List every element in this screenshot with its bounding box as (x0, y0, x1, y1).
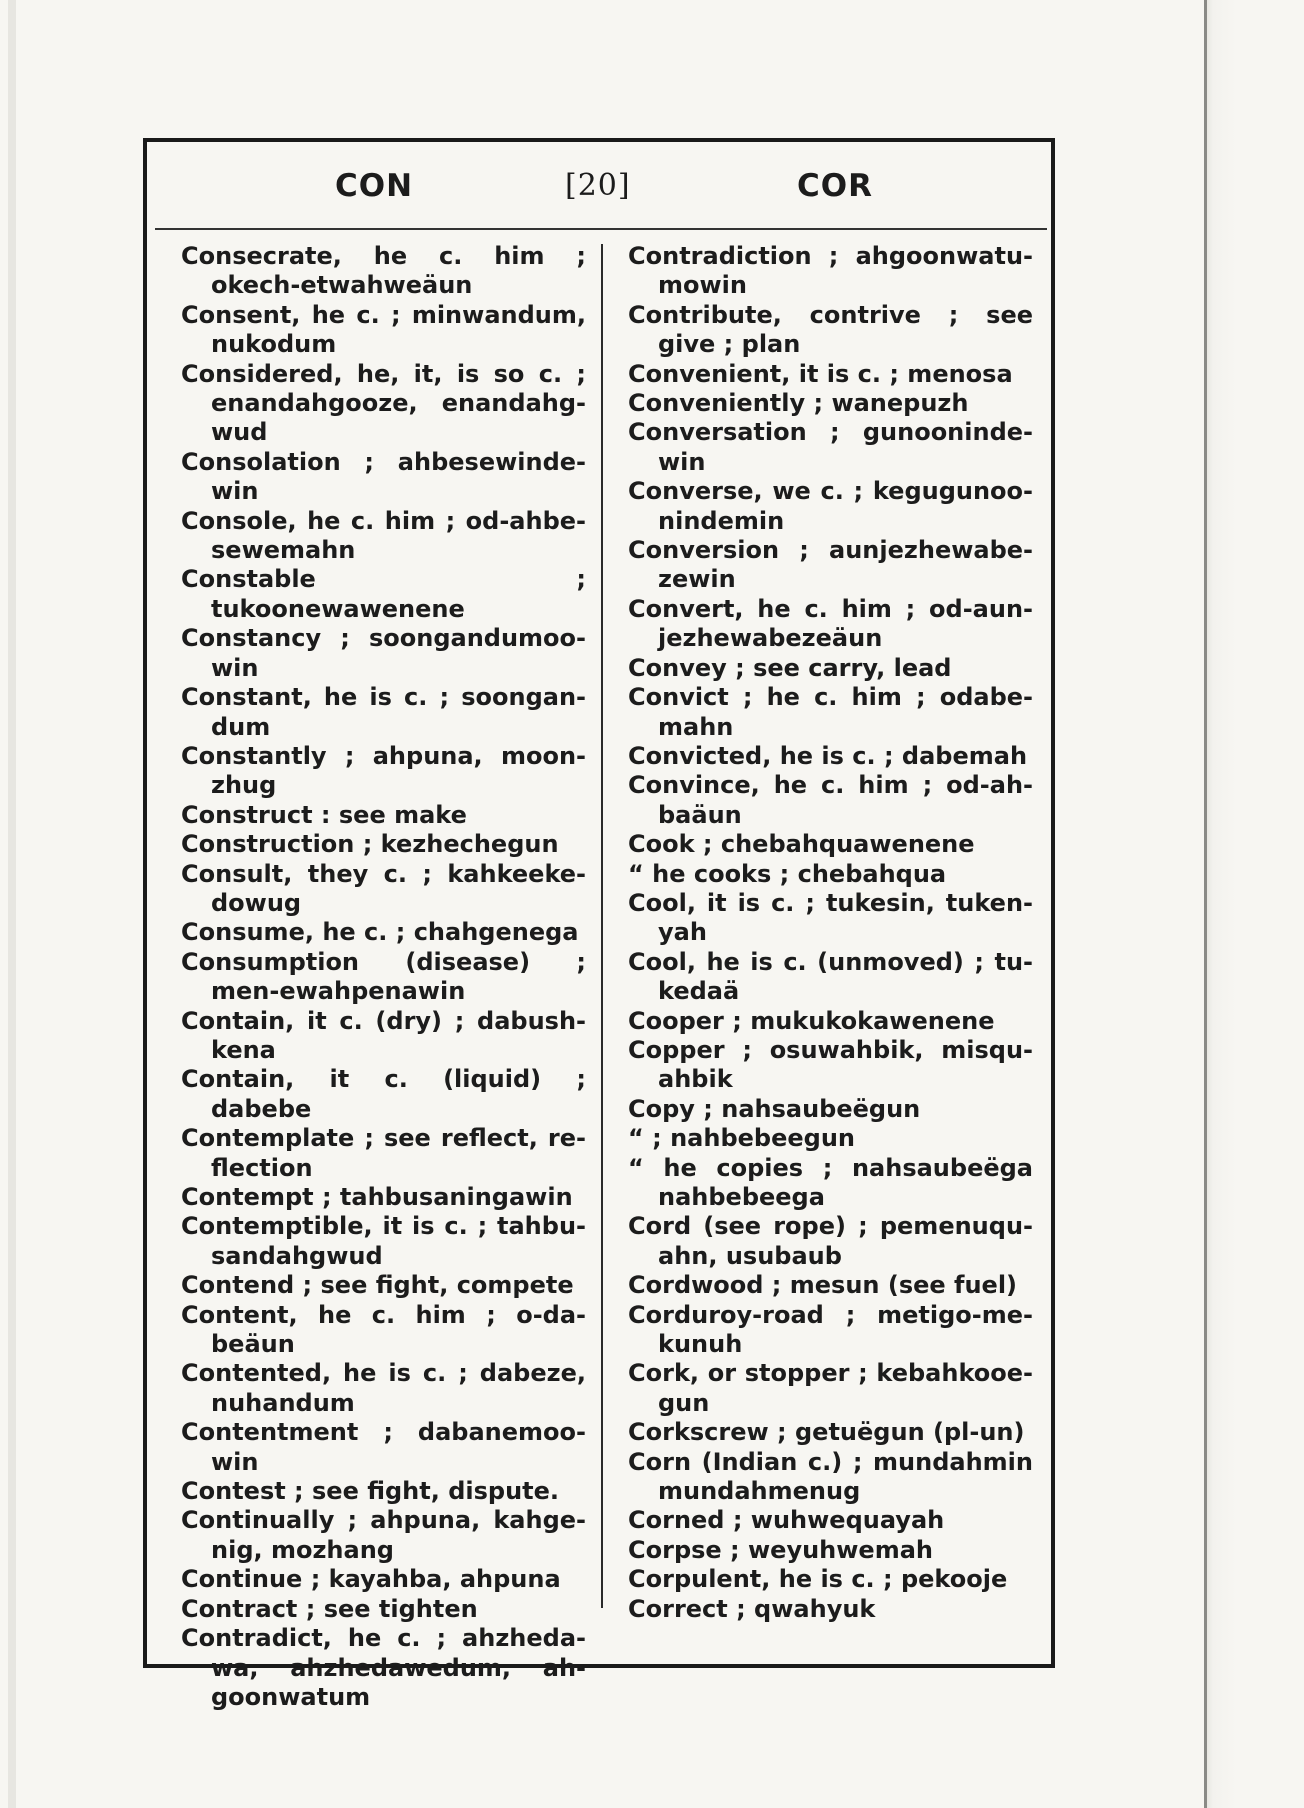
right-column (628, 242, 1033, 1624)
dictionary-entry: Contest ; see fight, dispute. (181, 1477, 560, 1506)
dictionary-entry: Corpse ; weyuhwemah (628, 1535, 933, 1564)
dictionary-entry: Contain, it c. (dry) ; dabush-kena (181, 1006, 586, 1064)
dictionary-entry: Corn (Indian c.) ; mundahmin mundahmenug (628, 1447, 1033, 1506)
dictionary-entry: Consume, he c. ; chahgenega (181, 918, 579, 947)
page-frame (143, 138, 1055, 1711)
dictionary-entry: Contract ; see tighten (181, 1594, 478, 1623)
dictionary-entry: Contend ; see fight, compete (181, 1271, 574, 1300)
dictionary-entry: Cordwood ; mesun (see fuel) (628, 1271, 1018, 1300)
dictionary-entry: Conversation ; gunooninde-win (628, 418, 1033, 476)
dictionary-entry: Convince, he c. him ; od-ah-baäun (628, 771, 1033, 829)
page-right-edge (1204, 0, 1304, 1808)
dictionary-entry: Consolation ; ahbesewinde-win (181, 447, 586, 506)
dictionary-entry: Construct : see make (181, 800, 467, 829)
dictionary-entry: Considered, he, it, is so c. ; enandahgooze, enandahg-wud (181, 359, 586, 447)
dictionary-entry: “ he cooks ; chebahqua (628, 859, 947, 888)
dictionary-entry: “ he copies ; nahsaubeëga nahbebeega (628, 1153, 1033, 1211)
dictionary-entry: Corduroy-road ; metigo-me-kunuh (628, 1300, 1033, 1359)
dictionary-entry: Contemplate ; see reflect, re-flection (181, 1124, 586, 1182)
dictionary-entry: Copper ; osuwahbik, misqu-ahbik (628, 1035, 1033, 1094)
dictionary-entry: Cord (see rope) ; pemenuqu-ahn, usubaub (628, 1212, 1033, 1270)
dictionary-entry: Copy ; nahsaubeëgun (628, 1094, 921, 1123)
dictionary-entry: Constant, he is c. ; soongan-dum (181, 683, 586, 741)
dictionary-entry: Console, he c. him ; od-ahbe-sewemahn (181, 506, 586, 565)
dictionary-entry: Contradict, he c. ; ahzheda-wa, ahzhedawedum, ah-goonwatum (181, 1624, 586, 1711)
dictionary-entry: Corned ; wuhwequayah (628, 1506, 945, 1535)
dictionary-entry: “ ; nahbebeegun (628, 1124, 855, 1153)
dictionary-entry: Contented, he is c. ; dabeze, nuhandum (181, 1359, 586, 1417)
dictionary-entry: Cool, it is c. ; tukesin, tuken-yah (628, 888, 1033, 947)
dictionary-entry: Contradiction ; ahgoonwatu-mowin (628, 242, 1033, 300)
dictionary-entry: Cool, he is c. (unmoved) ; tu-kedaä (628, 947, 1033, 1006)
dictionary-entry: Conveniently ; wanepuzh (628, 389, 969, 418)
dictionary-entry: Convey ; see carry, lead (628, 653, 952, 682)
page-header (147, 142, 1051, 228)
dictionary-entry: Conversion ; aunjezhewabe-zewin (628, 536, 1033, 594)
dictionary-entry: Corpulent, he is c. ; pekooje (628, 1565, 1008, 1594)
dictionary-entry: Convict ; he c. him ; odabe-mahn (628, 683, 1033, 741)
dictionary-entry: Consult, they c. ; kahkeeke-dowug (181, 859, 586, 917)
dictionary-entry: Contempt ; tahbusaningawin (181, 1183, 573, 1211)
dictionary-entry: Contribute, contrive ; see give ; plan (628, 300, 1033, 359)
dictionary-entry: Convicted, he is c. ; dabemah (628, 741, 1028, 770)
dictionary-entry: Convenient, it is c. ; menosa (628, 359, 1013, 388)
dictionary-entry: Constable ; tukoonewawenene (181, 565, 586, 623)
guide-word-right: COR (797, 168, 873, 204)
dictionary-entry: Continue ; kayahba, ahpuna (181, 1565, 561, 1594)
dictionary-entry: Cooper ; mukukokawenene (628, 1006, 995, 1035)
dictionary-entry: Corkscrew ; getuëgun (pl-un) (628, 1418, 1025, 1447)
dictionary-entry: Contain, it c. (liquid) ; dabebe (181, 1065, 586, 1123)
dictionary-entry: Continually ; ahpuna, kahge-nig, mozhang (181, 1506, 586, 1564)
dictionary-entry: Cook ; chebahquawenene (628, 830, 975, 859)
page-number: [20] (565, 168, 631, 203)
dictionary-entry: Consumption (disease) ; men-ewahpenawin (181, 947, 586, 1006)
dictionary-entry: Contentment ; dabanemoo-win (181, 1418, 586, 1476)
dictionary-entry: Consecrate, he c. him ; okech-etwahweäun (181, 242, 586, 300)
dictionary-entry: Convert, he c. him ; od-aun-jezhewabezeäun (628, 594, 1033, 653)
dictionary-entry: Contemptible, it is c. ; tahbu-sandahgwud (181, 1212, 586, 1270)
header-rule (155, 228, 1047, 230)
dictionary-entry: Cork, or stopper ; kebahkooe-gun (628, 1359, 1033, 1417)
dictionary-entry: Consent, he c. ; minwandum, nukodum (181, 300, 586, 359)
page-left-edge (8, 0, 16, 1808)
dictionary-entry: Constantly ; ahpuna, moon-zhug (181, 741, 586, 800)
dictionary-entry: Constancy ; soongandumoo-win (181, 624, 586, 682)
left-column (181, 242, 586, 1712)
dictionary-entry: Construction ; kezhechegun (181, 830, 559, 859)
dictionary-entry: Correct ; qwahyuk (628, 1594, 876, 1623)
dictionary-entry: Converse, we c. ; kegugunoo-nindemin (628, 477, 1033, 535)
dictionary-entry: Content, he c. him ; o-da-beäun (181, 1300, 586, 1359)
column-divider (601, 244, 603, 1608)
guide-word-left: CON (335, 168, 414, 204)
